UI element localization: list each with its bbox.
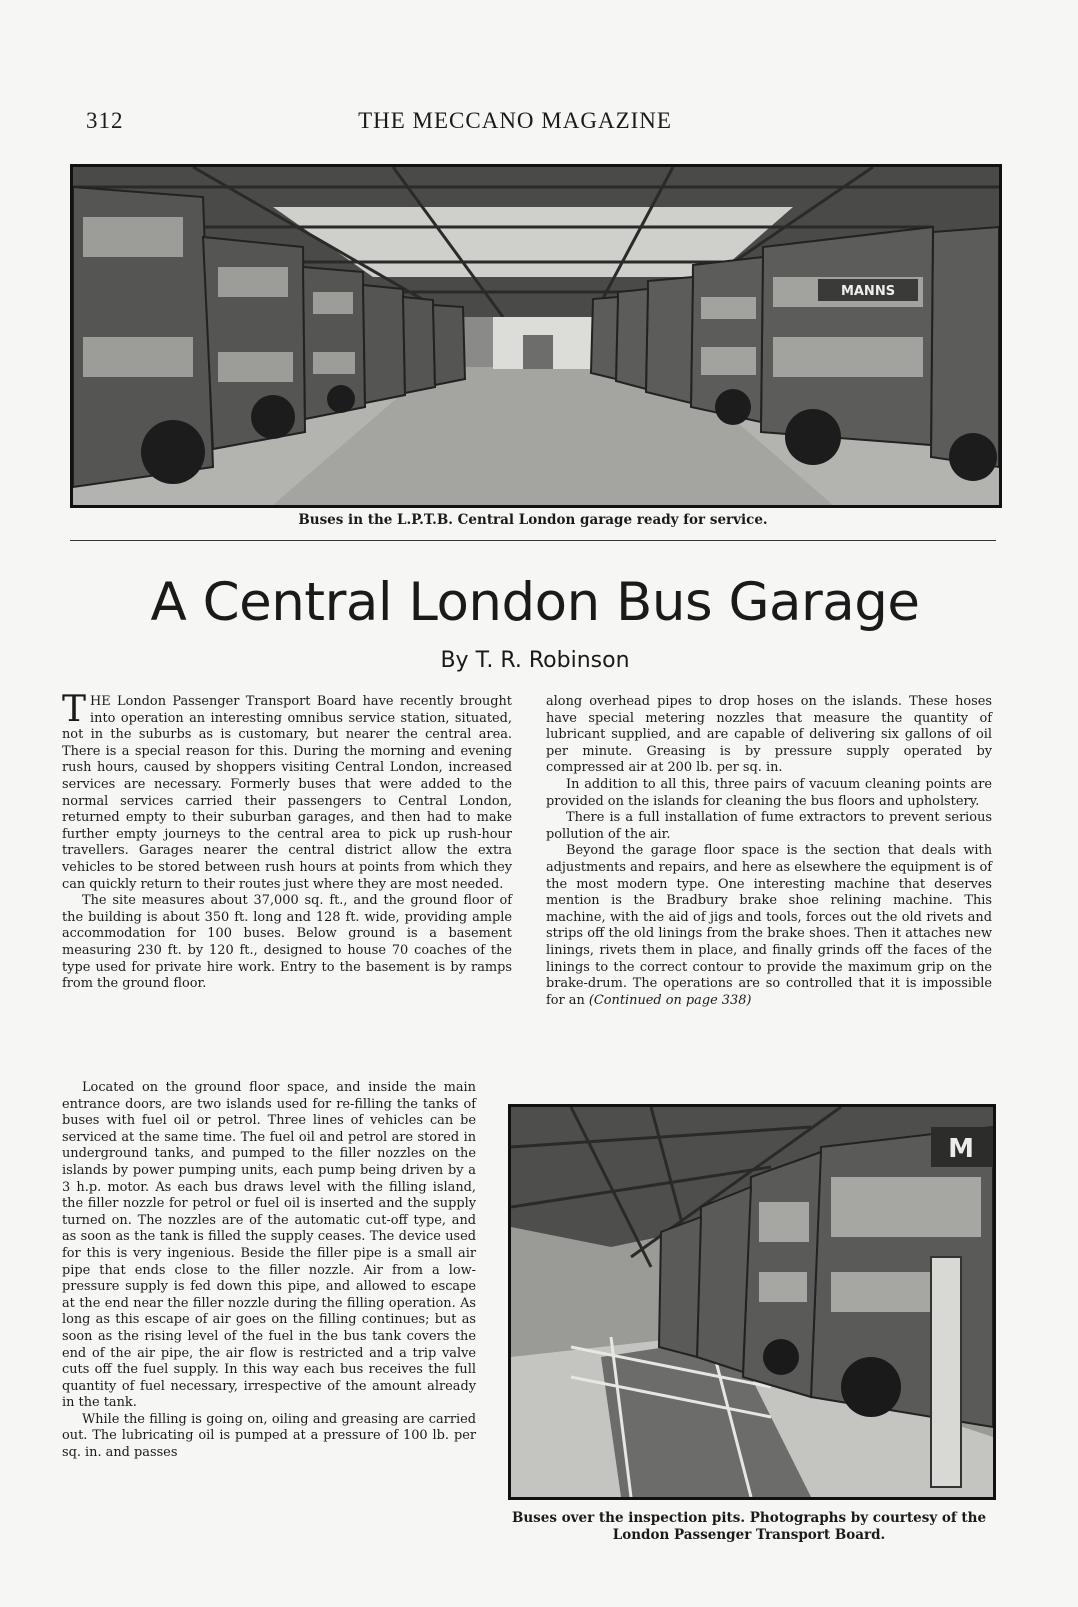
left-column-upper <box>62 689 512 993</box>
magazine-title: THE MECCANO MAGAZINE <box>358 108 672 133</box>
paragraph-intro <box>62 689 512 893</box>
right-column <box>546 694 992 1009</box>
paragraph-repairs-text: Beyond the garage floor space is the section that deals with adjustments and repairs, and here as elsewhere the equipment is of the most modern type. One interesting machine that deserves mention is the Bradbury brake shoe relining machine. This machine, with the aid of jigs and tools, forces out the old rivets and strips off the old linings from the brake shoes. Then it attaches new linings, rivets them in place, and finally grinds off the faces of the linings to the correct contour to provide the maximum grip on the brake-drum. The operations are so controlled that it is impossible for an <box>546 843 992 1008</box>
inspection-pits-photo <box>508 1104 996 1500</box>
paragraph-fume: There is a full installation of fume extractors to prevent serious pollution of the air. <box>546 810 992 842</box>
article-byline: By T. R. Robinson <box>440 648 630 673</box>
paragraph-lubrication: While the filling is going on, oiling and greasing are carried out. The lubricating oil is pumped at a pressure of 100 lb. per sq. in. and passes <box>62 1411 476 1461</box>
section-divider <box>70 540 996 541</box>
paragraph-vacuum: In addition to all this, three pairs of vacuum cleaning points are provided on the islands for cleaning the bus floors and upholstery. <box>546 776 992 809</box>
paragraph-site: The site measures about 37,000 sq. ft., and the ground floor of the building is about 350 ft. long and 128 ft. wide, providing ample accommodation for 100 buses. Below ground is a basement measuring 230 ft. by 120 ft., designed to house 70 coaches of the type used for private hire work. Entry to the basement is by ramps from the ground floor. <box>62 893 512 992</box>
page-header <box>60 108 970 138</box>
top-photo-caption: Buses in the L.P.T.B. Central London garage ready for service. <box>298 512 768 528</box>
bus-advert-sign: MANNS <box>840 284 896 299</box>
drop-cap: T <box>62 689 87 730</box>
inspection-pits-image <box>511 1107 993 1497</box>
paragraph-intro-text: HE London Passenger Transport Board have recently brought into operation an interesting omnibus service station, situated, not in the suburbs as is customary, but nearer the central area. There is a special reason for this. During the morning and evening rush hours, caused by shoppers visiting Central London, increased services are necessary. Formerly buses that were added to the normal services carried their passengers to Central London, returned empty to their suburban garages, and then had to make further empty journeys to the central area to pick up rush-hour travellers. Garages nearer the central district allow the extra vehicles to be stored between rush hours at points from which they can quickly return to their routes just where they are most needed. <box>62 694 512 892</box>
paragraph-hoses: along overhead pipes to drop hoses on the islands. These hoses have special metering nozzles that measure the quantity of lubricant supplied, and are capable of delivering six gallons of oil per minute. Greasing is by pressure supply operated by compressed air at 200 lb. per sq. in. <box>546 694 992 776</box>
page-number: 312 <box>86 108 124 133</box>
garage-photo <box>70 164 1002 508</box>
left-column-lower <box>62 1080 476 1462</box>
garage-photo-image <box>73 167 999 505</box>
paragraph-fuel-islands: Located on the ground floor space, and inside the main entrance doors, are two islands used for re-filling the tanks of buses with fuel oil or petrol. Three lines of vehicles can be serviced at the same time. The fuel oil and petrol are stored in underground tanks, and pumped to the filler nozzles on the islands by power pumping units, each pump being driven by a 3 h.p. motor. As each bus draws level with the filling island, the filler nozzle for petrol or fuel oil is inserted and the supply turned on. The nozzles are of the automatic cut-off type, and as soon as the tank is filled the supply ceases. The device used for this is very ingenious. Beside the filler pipe is a small air pipe that ends close to the filler nozzle. Air from a low-pressure supply is fed down this pipe, and allowed to escape at the end near the filler nozzle during the filling operation. As long as this escape of air goes on the filling continues; but as soon as the rising level of the fuel in the bus tank covers the end of the air pipe, the air flow is restricted and a trip valve cuts off the fuel supply. In this way each bus receives the full quantity of fuel necessary, irrespective of the amount already in the tank. <box>62 1080 476 1411</box>
paragraph-repairs <box>546 843 992 1009</box>
bus-front-sign: M <box>948 1134 974 1164</box>
continued-note: (Continued on page 338) <box>588 992 752 1008</box>
bottom-photo-caption: Buses over the inspection pits. Photographs by courtesy of the London Passenger Transport Board. <box>511 1510 987 1543</box>
article-title: A Central London Bus Garage <box>150 572 920 633</box>
